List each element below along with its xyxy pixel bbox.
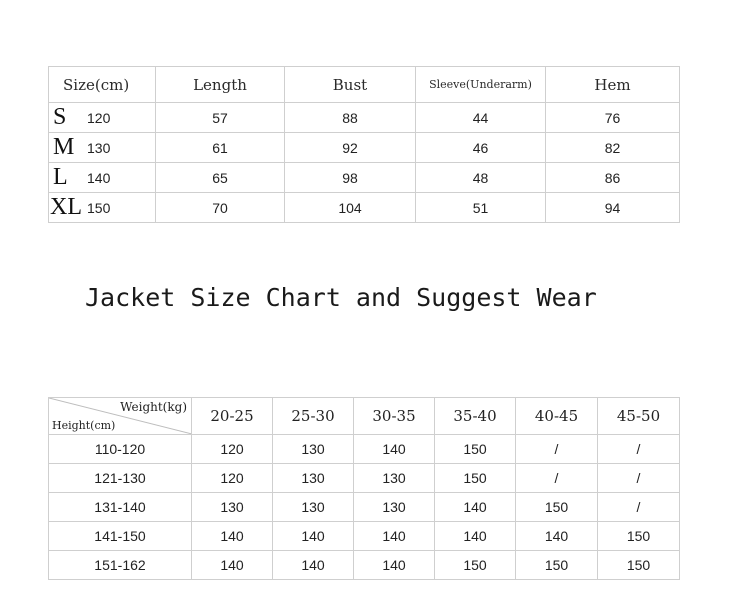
sleeve-cell: 48 — [416, 163, 546, 193]
wear-row — [49, 464, 680, 493]
wear-size-cell: / — [516, 435, 598, 464]
size-cell — [49, 103, 156, 133]
wear-row — [49, 493, 680, 522]
wear-size-cell: 140 — [354, 522, 435, 551]
size-row-m — [49, 133, 680, 163]
wear-size-cell: 130 — [273, 435, 354, 464]
height-range-cell: 121-130 — [49, 464, 192, 493]
size-cm: 150 — [87, 199, 111, 216]
wear-size-cell: 150 — [435, 464, 516, 493]
weight-range-header: 40-45 — [516, 398, 598, 435]
length-cell: 70 — [156, 193, 285, 223]
wear-size-cell: 140 — [435, 522, 516, 551]
wear-size-cell: 130 — [354, 493, 435, 522]
wear-row — [49, 551, 680, 580]
size-chart-header-row — [49, 67, 680, 103]
wear-size-cell: 140 — [435, 493, 516, 522]
size-letter: S — [53, 103, 67, 130]
length-cell: 65 — [156, 163, 285, 193]
weight-axis-label: Weight(kg) — [120, 400, 187, 414]
size-letter: L — [53, 163, 68, 190]
wear-corner-cell — [49, 398, 192, 435]
weight-range-header: 30-35 — [354, 398, 435, 435]
wear-size-cell: 150 — [435, 435, 516, 464]
wear-size-cell: / — [598, 435, 680, 464]
wear-size-cell: 140 — [516, 522, 598, 551]
bust-cell: 98 — [285, 163, 416, 193]
hem-cell: 94 — [546, 193, 680, 223]
size-cell — [49, 193, 156, 223]
bust-cell: 104 — [285, 193, 416, 223]
size-row-s — [49, 103, 680, 133]
height-axis-label: Height(cm) — [52, 419, 116, 432]
wear-size-cell: 150 — [435, 551, 516, 580]
height-range-cell: 110-120 — [49, 435, 192, 464]
weight-range-header: 45-50 — [598, 398, 680, 435]
wear-size-cell: 140 — [354, 551, 435, 580]
weight-range-header: 20-25 — [192, 398, 273, 435]
bust-cell: 88 — [285, 103, 416, 133]
size-cm: 130 — [87, 139, 111, 156]
wear-row — [49, 522, 680, 551]
sleeve-cell: 44 — [416, 103, 546, 133]
bust-cell: 92 — [285, 133, 416, 163]
size-cell — [49, 133, 156, 163]
wear-size-cell: 130 — [273, 493, 354, 522]
page-title: Jacket Size Chart and Suggest Wear — [85, 283, 597, 312]
sleeve-cell: 51 — [416, 193, 546, 223]
weight-range-header: 35-40 — [435, 398, 516, 435]
hem-cell: 76 — [546, 103, 680, 133]
wear-size-cell: 120 — [192, 435, 273, 464]
sleeve-cell: 46 — [416, 133, 546, 163]
size-cm: 140 — [87, 169, 111, 186]
size-header-size: Size(cm) — [49, 67, 156, 103]
hem-cell: 86 — [546, 163, 680, 193]
length-cell: 61 — [156, 133, 285, 163]
hem-cell: 82 — [546, 133, 680, 163]
wear-size-cell: 150 — [598, 551, 680, 580]
size-letter: XL — [50, 193, 82, 220]
size-cm: 120 — [87, 109, 111, 126]
size-header-bust: Bust — [285, 67, 416, 103]
weight-range-header: 25-30 — [273, 398, 354, 435]
height-range-cell: 141-150 — [49, 522, 192, 551]
height-range-cell: 131-140 — [49, 493, 192, 522]
wear-size-cell: 130 — [273, 464, 354, 493]
length-cell: 57 — [156, 103, 285, 133]
size-letter: M — [53, 133, 75, 160]
wear-size-cell: / — [598, 493, 680, 522]
wear-size-cell: 140 — [273, 551, 354, 580]
wear-size-cell: / — [598, 464, 680, 493]
wear-size-cell: / — [516, 464, 598, 493]
wear-size-cell: 150 — [516, 551, 598, 580]
size-cell — [49, 163, 156, 193]
size-chart-table — [48, 66, 680, 223]
wear-size-cell: 140 — [273, 522, 354, 551]
height-range-cell: 151-162 — [49, 551, 192, 580]
wear-header-row — [49, 398, 680, 435]
size-row-l — [49, 163, 680, 193]
size-header-length: Length — [156, 67, 285, 103]
wear-size-cell: 130 — [192, 493, 273, 522]
wear-size-cell: 150 — [598, 522, 680, 551]
suggest-wear-table — [48, 397, 680, 580]
wear-size-cell: 140 — [192, 551, 273, 580]
wear-size-cell: 140 — [354, 435, 435, 464]
size-row-xl — [49, 193, 680, 223]
wear-size-cell: 140 — [192, 522, 273, 551]
wear-size-cell: 120 — [192, 464, 273, 493]
wear-size-cell: 130 — [354, 464, 435, 493]
wear-row — [49, 435, 680, 464]
size-header-sleeve: Sleeve(Underarm) — [416, 67, 546, 103]
wear-size-cell: 150 — [516, 493, 598, 522]
size-header-hem: Hem — [546, 67, 680, 103]
